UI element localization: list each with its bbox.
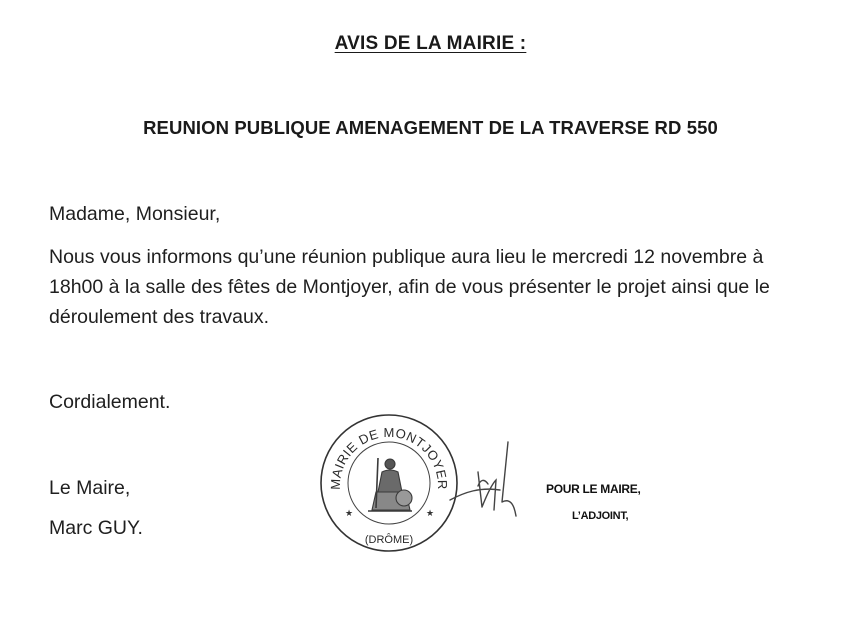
seal-bottom-text: (DRÔME) <box>364 534 414 546</box>
notice-title: AVIS DE LA MAIRIE : <box>334 33 527 54</box>
signature <box>430 432 540 527</box>
seal-star-right-icon: ★ <box>426 508 435 518</box>
stamp-adjoint: L’ADJOINT, <box>572 510 629 522</box>
stamp-pour-le-maire: POUR LE MAIRE, <box>546 482 641 496</box>
notice-subtitle: REUNION PUBLIQUE AMENAGEMENT DE LA TRAVERSE RD 550 <box>143 117 718 138</box>
body-paragraph: Nous vous informons qu’une réunion publique aura lieu le mercredi 12 novembre à 18h00 à la salle des fêtes de Montjoyer, afin de vous présenter le projet ainsi que le déroulement des travaux. <box>49 246 770 328</box>
seal-star-left-icon: ★ <box>345 508 354 518</box>
seal-top-text: MAIRIE DE MONTJOYER <box>327 424 451 490</box>
mayor-name: Marc GUY. <box>49 517 143 539</box>
greeting: Madame, Monsieur, <box>49 203 221 225</box>
seated-figure-icon <box>368 458 412 511</box>
closing: Cordialement. <box>49 391 171 413</box>
mayor-title: Le Maire, <box>49 477 131 499</box>
